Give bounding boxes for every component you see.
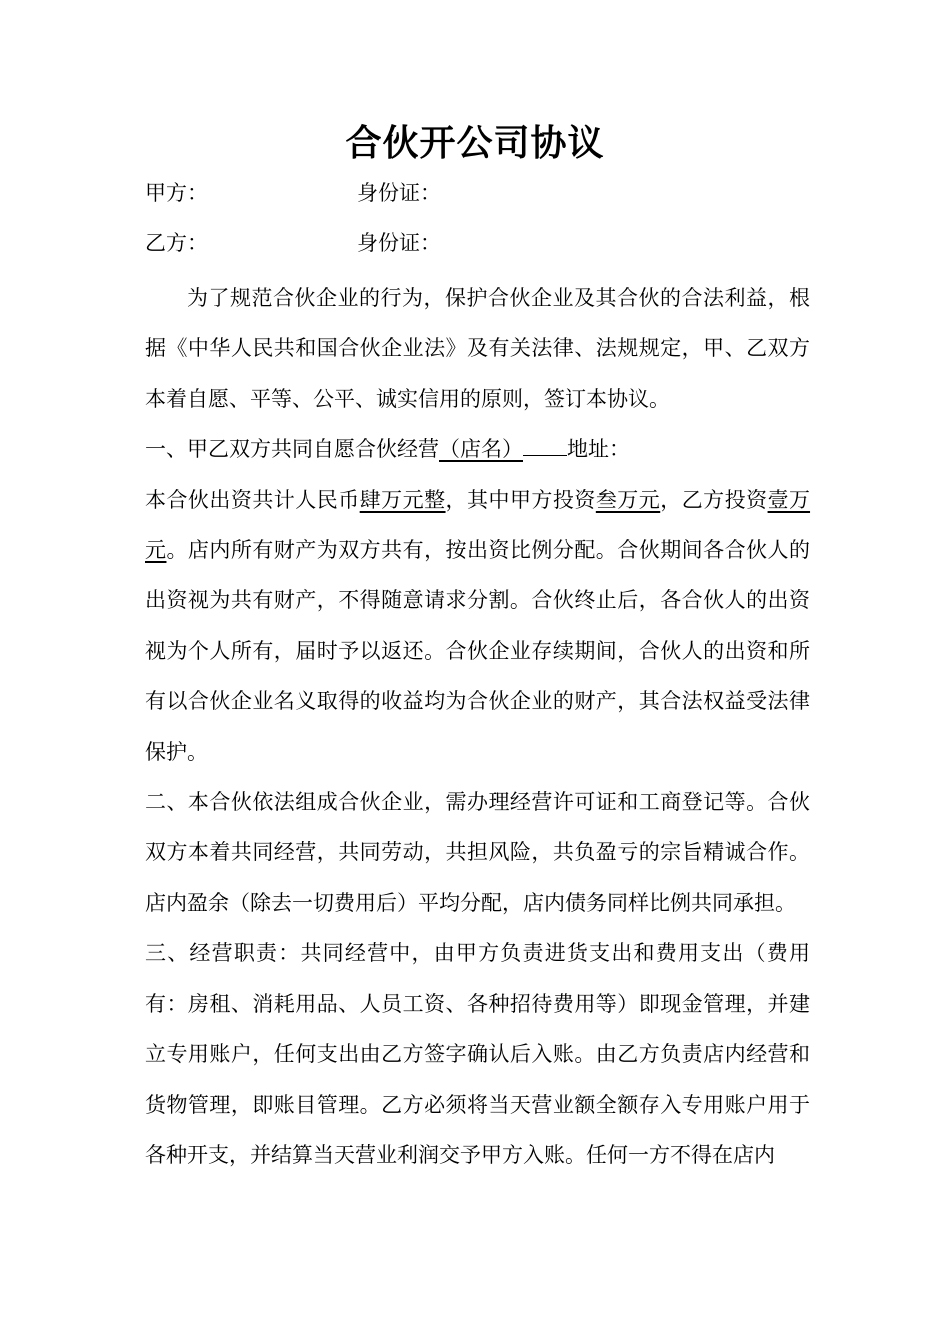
investment-paragraph: [145, 475, 810, 777]
investment-text-1: 本合伙出资共计人民币: [145, 487, 360, 512]
total-investment: 肆万元整: [359, 487, 446, 512]
party-b-investment: 壹万元: [145, 487, 811, 563]
investment-text-4: 。店内所有财产为双方共有，按出资比例分配。合伙期间各合伙人的出资视为共有财产，不得随意请求分割。合伙终止后，各合伙人的出资视为个人所有，届时予以返还。合伙企业存续期间，合伙人的出资和所有以合伙企业名义取得的收益均为合伙企业的财产，其合法权益受法律保护。: [145, 538, 810, 764]
party-b-line: [145, 228, 441, 258]
party-a-id-label: 身份证：: [357, 181, 441, 205]
address-label: 地址：: [567, 437, 630, 462]
party-a-label: 甲方：: [145, 181, 208, 205]
intro-paragraph: 为了规范合伙企业的行为，保护合伙企业及其合伙的合法利益，根据《中华人民共和国合伙企业法》及有关法律、法规规定，甲、乙双方本着自愿、平等、公平、诚实信用的原则，签订本协议。: [145, 286, 810, 411]
document-title: 合伙开公司协议: [345, 122, 605, 164]
clause-1-prefix: 一、甲乙双方共同自愿合伙经营: [145, 437, 439, 462]
party-a-investment: 叁万元: [595, 487, 661, 512]
party-a-line: [145, 178, 441, 208]
party-b-id-label: 身份证：: [357, 231, 441, 255]
investment-text-2: ，其中甲方投资: [445, 487, 596, 512]
store-name-blank: [523, 433, 567, 456]
investment-text-3: ，乙方投资: [660, 487, 768, 512]
store-name-field: （店名）: [439, 437, 523, 462]
clause-1: [145, 424, 810, 474]
clause-2: 二、本合伙依法组成合伙企业，需办理经营许可证和工商登记等。合伙双方本着共同经营，共同劳动，共担风险，共负盈亏的宗旨精诚合作。店内盈余（除去一切费用后）平均分配，店内债务同样比例共同承担。: [145, 790, 810, 915]
document-body: [145, 273, 810, 1180]
clause-3: 三、经营职责：共同经营中，由甲方负责进货支出和费用支出（费用有：房租、消耗用品、人员工资、各种招待费用等）即现金管理，并建立专用账户，任何支出由乙方签字确认后入账。由乙方负责店内经营和货物管理，即账目管理。乙方必须将当天营业额全额存入专用账户用于各种开支，并结算当天营业利润交予甲方入账。任何一方不得在店内: [145, 941, 810, 1167]
party-b-label: 乙方：: [145, 231, 208, 255]
